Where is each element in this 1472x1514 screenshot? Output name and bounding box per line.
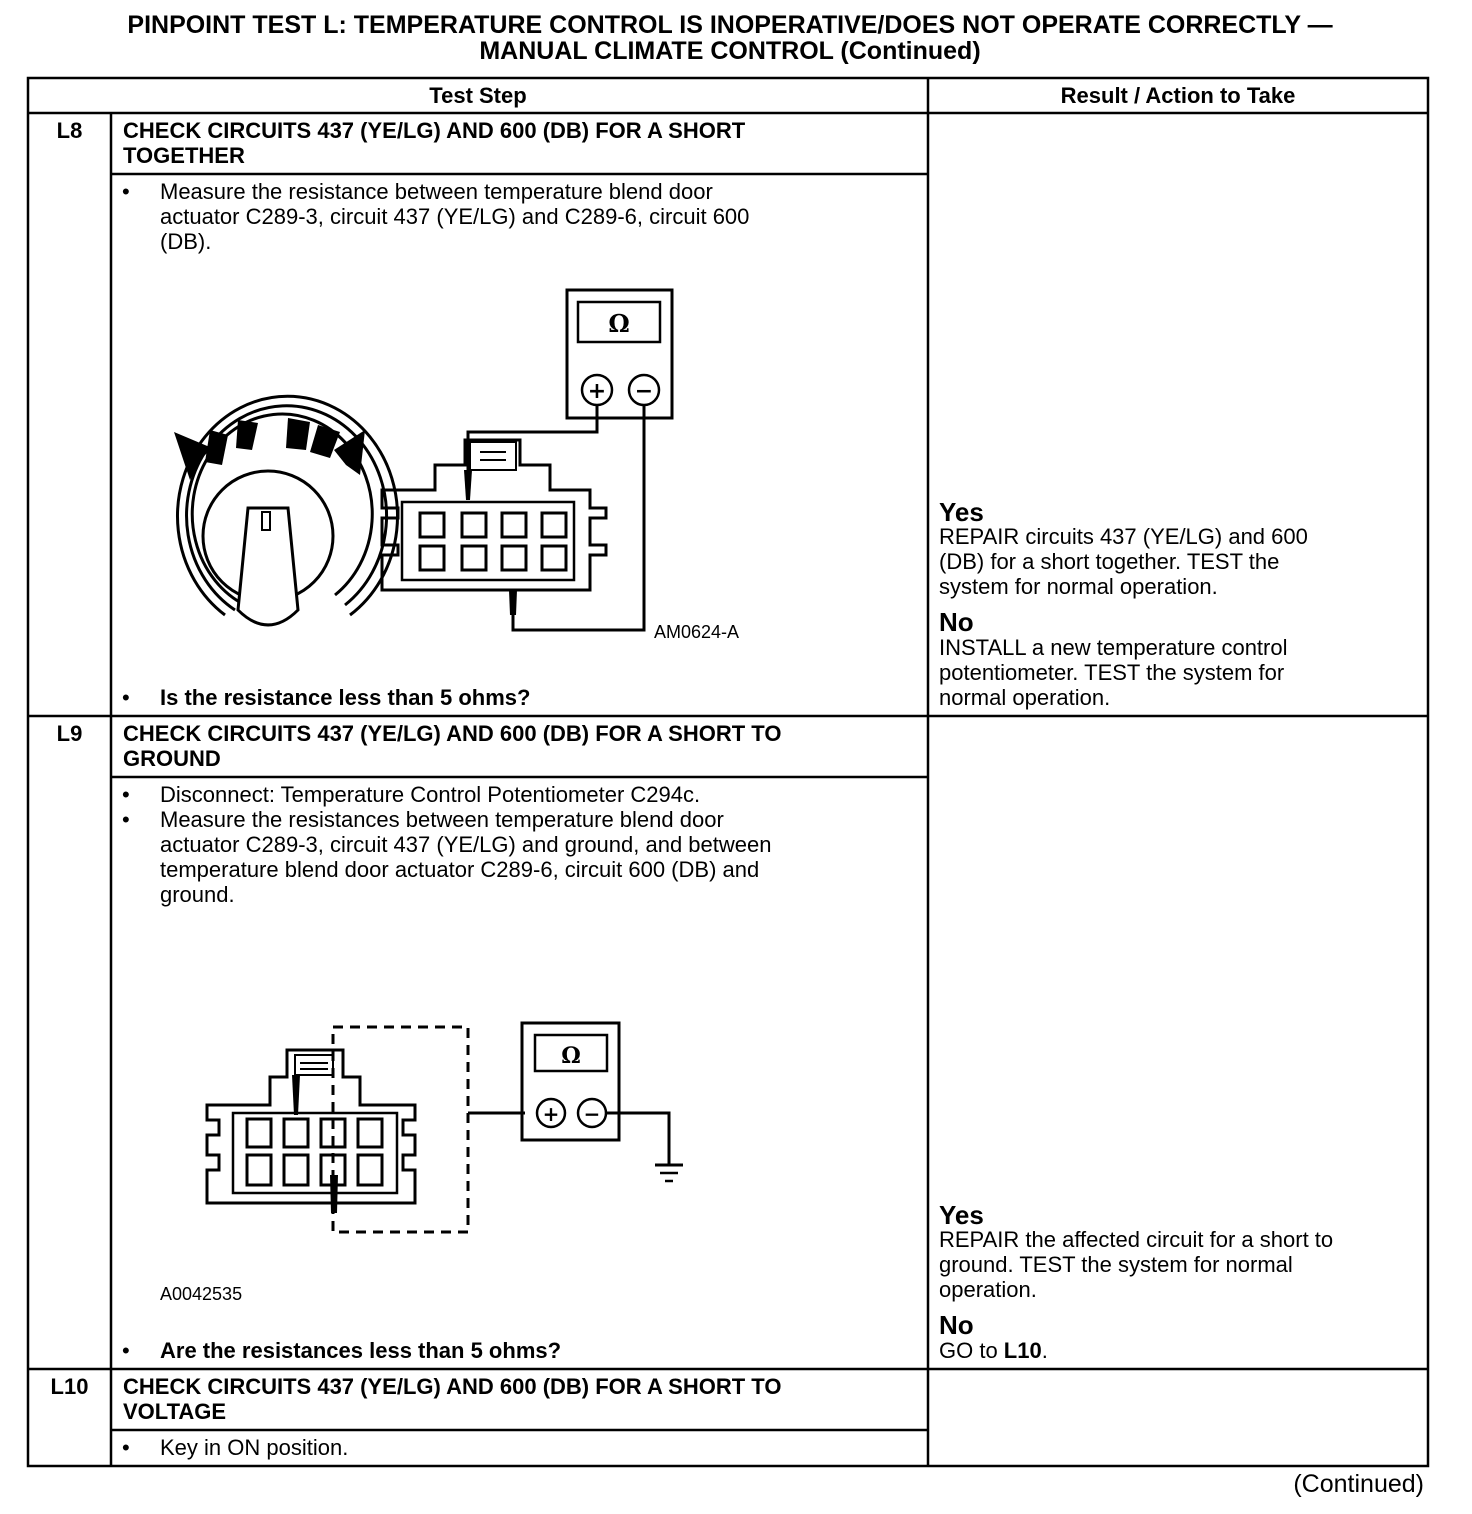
l8-figure [150,280,770,650]
step-number-l8: L8 [56,118,83,143]
step-number-l10: L10 [50,1374,89,1399]
plus-symbol-l8: + [587,379,607,404]
step-heading-l10-line1: CHECK CIRCUITS 437 (YE/LG) AND 600 (DB) FOR A SHORT TO [123,1374,782,1399]
step-heading-l8-line2: TOGETHER [123,143,245,168]
l9-no-prefix: GO to [939,1338,1004,1363]
l9-yes-label: Yes [939,1200,984,1230]
l8-instruction-line3: (DB). [160,229,212,254]
title-line-2: MANUAL CLIMATE CONTROL (Continued) [479,37,981,65]
l9-instruction-2-line1: Measure the resistances between temperature blend door [160,807,724,832]
figure-id-l9: A0042535 [160,1284,243,1304]
l9-instruction-1: Disconnect: Temperature Control Potentiometer C294c. [160,782,701,807]
plus-symbol-l9: + [542,1102,560,1126]
ohmmeter [522,1023,619,1140]
l9-no-action [939,1338,1048,1363]
l9-instruction-2-line4: ground. [160,882,235,907]
l9-instruction-2-line2: actuator C289-3, circuit 437 (YE/LG) and ground, and between [160,832,772,857]
l8-no-label: No [939,607,974,637]
negative-lead [513,405,644,630]
minus-symbol-l9: − [583,1102,601,1126]
title-line-1: PINPOINT TEST L: TEMPERATURE CONTROL IS INOPERATIVE/DOES NOT OPERATE CORRECTLY — [127,11,1333,39]
ohm-symbol-l8: Ω [608,309,630,338]
minus-symbol-l8: − [634,379,654,404]
l10-instruction-1: Key in ON position. [160,1435,349,1460]
l8-yes-line1: REPAIR circuits 437 (YE/LG) and 600 [939,524,1308,549]
ohm-symbol-l9: Ω [561,1043,581,1069]
l9-instruction-2-line3: temperature blend door actuator C289-6, circuit 600 (DB) and [160,857,760,882]
l9-yes-line2: ground. TEST the system for normal [939,1252,1293,1277]
figure-id-l8: AM0624-A [654,622,740,642]
l8-instruction-line1: Measure the resistance between temperature blend door [160,179,713,204]
step-heading-l9-line2: GROUND [123,746,221,771]
dashed-harness-outline [333,1027,468,1232]
step-heading-l8-line1: CHECK CIRCUITS 437 (YE/LG) AND 600 (DB) FOR A SHORT [123,118,746,143]
connector-c289 [207,1050,415,1203]
connector-c289 [382,440,606,590]
l8-instruction-line2: actuator C289-3, circuit 437 (YE/LG) and C289-6, circuit 600 [160,204,750,229]
l9-no-target-link[interactable]: L10 [1003,1338,1042,1363]
l9-no-suffix: . [1041,1338,1048,1363]
l9-question: Are the resistances less than 5 ohms? [160,1338,562,1363]
l8-yes-line2: (DB) for a short together. TEST the [939,549,1280,574]
l8-question: Is the resistance less than 5 ohms? [160,685,531,710]
header-result: Result / Action to Take [1060,83,1296,108]
l9-yes-line1: REPAIR the affected circuit for a short to [939,1227,1334,1252]
step-heading-l10-line2: VOLTAGE [123,1399,227,1424]
step-heading-l9-line1: CHECK CIRCUITS 437 (YE/LG) AND 600 (DB) FOR A SHORT TO [123,721,782,746]
l9-figure [195,1015,695,1245]
continued-note: (Continued) [1293,1470,1424,1498]
l8-no-line2: potentiometer. TEST the system for [939,660,1285,685]
l8-yes-line3: system for normal operation. [939,574,1218,599]
bullet-marker: • [122,1435,130,1460]
step-number-l9: L9 [56,721,83,746]
header-test-step: Test Step [429,83,527,108]
bullet-marker: • [122,685,130,710]
l8-no-line1: INSTALL a new temperature control [939,635,1288,660]
l8-yes-label: Yes [939,497,984,527]
l9-no-label: No [939,1310,974,1340]
l9-yes-line3: operation. [939,1277,1037,1302]
bullet-marker: • [122,1338,130,1363]
bullet-marker: • [122,782,130,807]
bullet-marker: • [122,807,130,832]
bullet-marker: • [122,179,130,204]
l8-no-line3: normal operation. [939,685,1111,710]
